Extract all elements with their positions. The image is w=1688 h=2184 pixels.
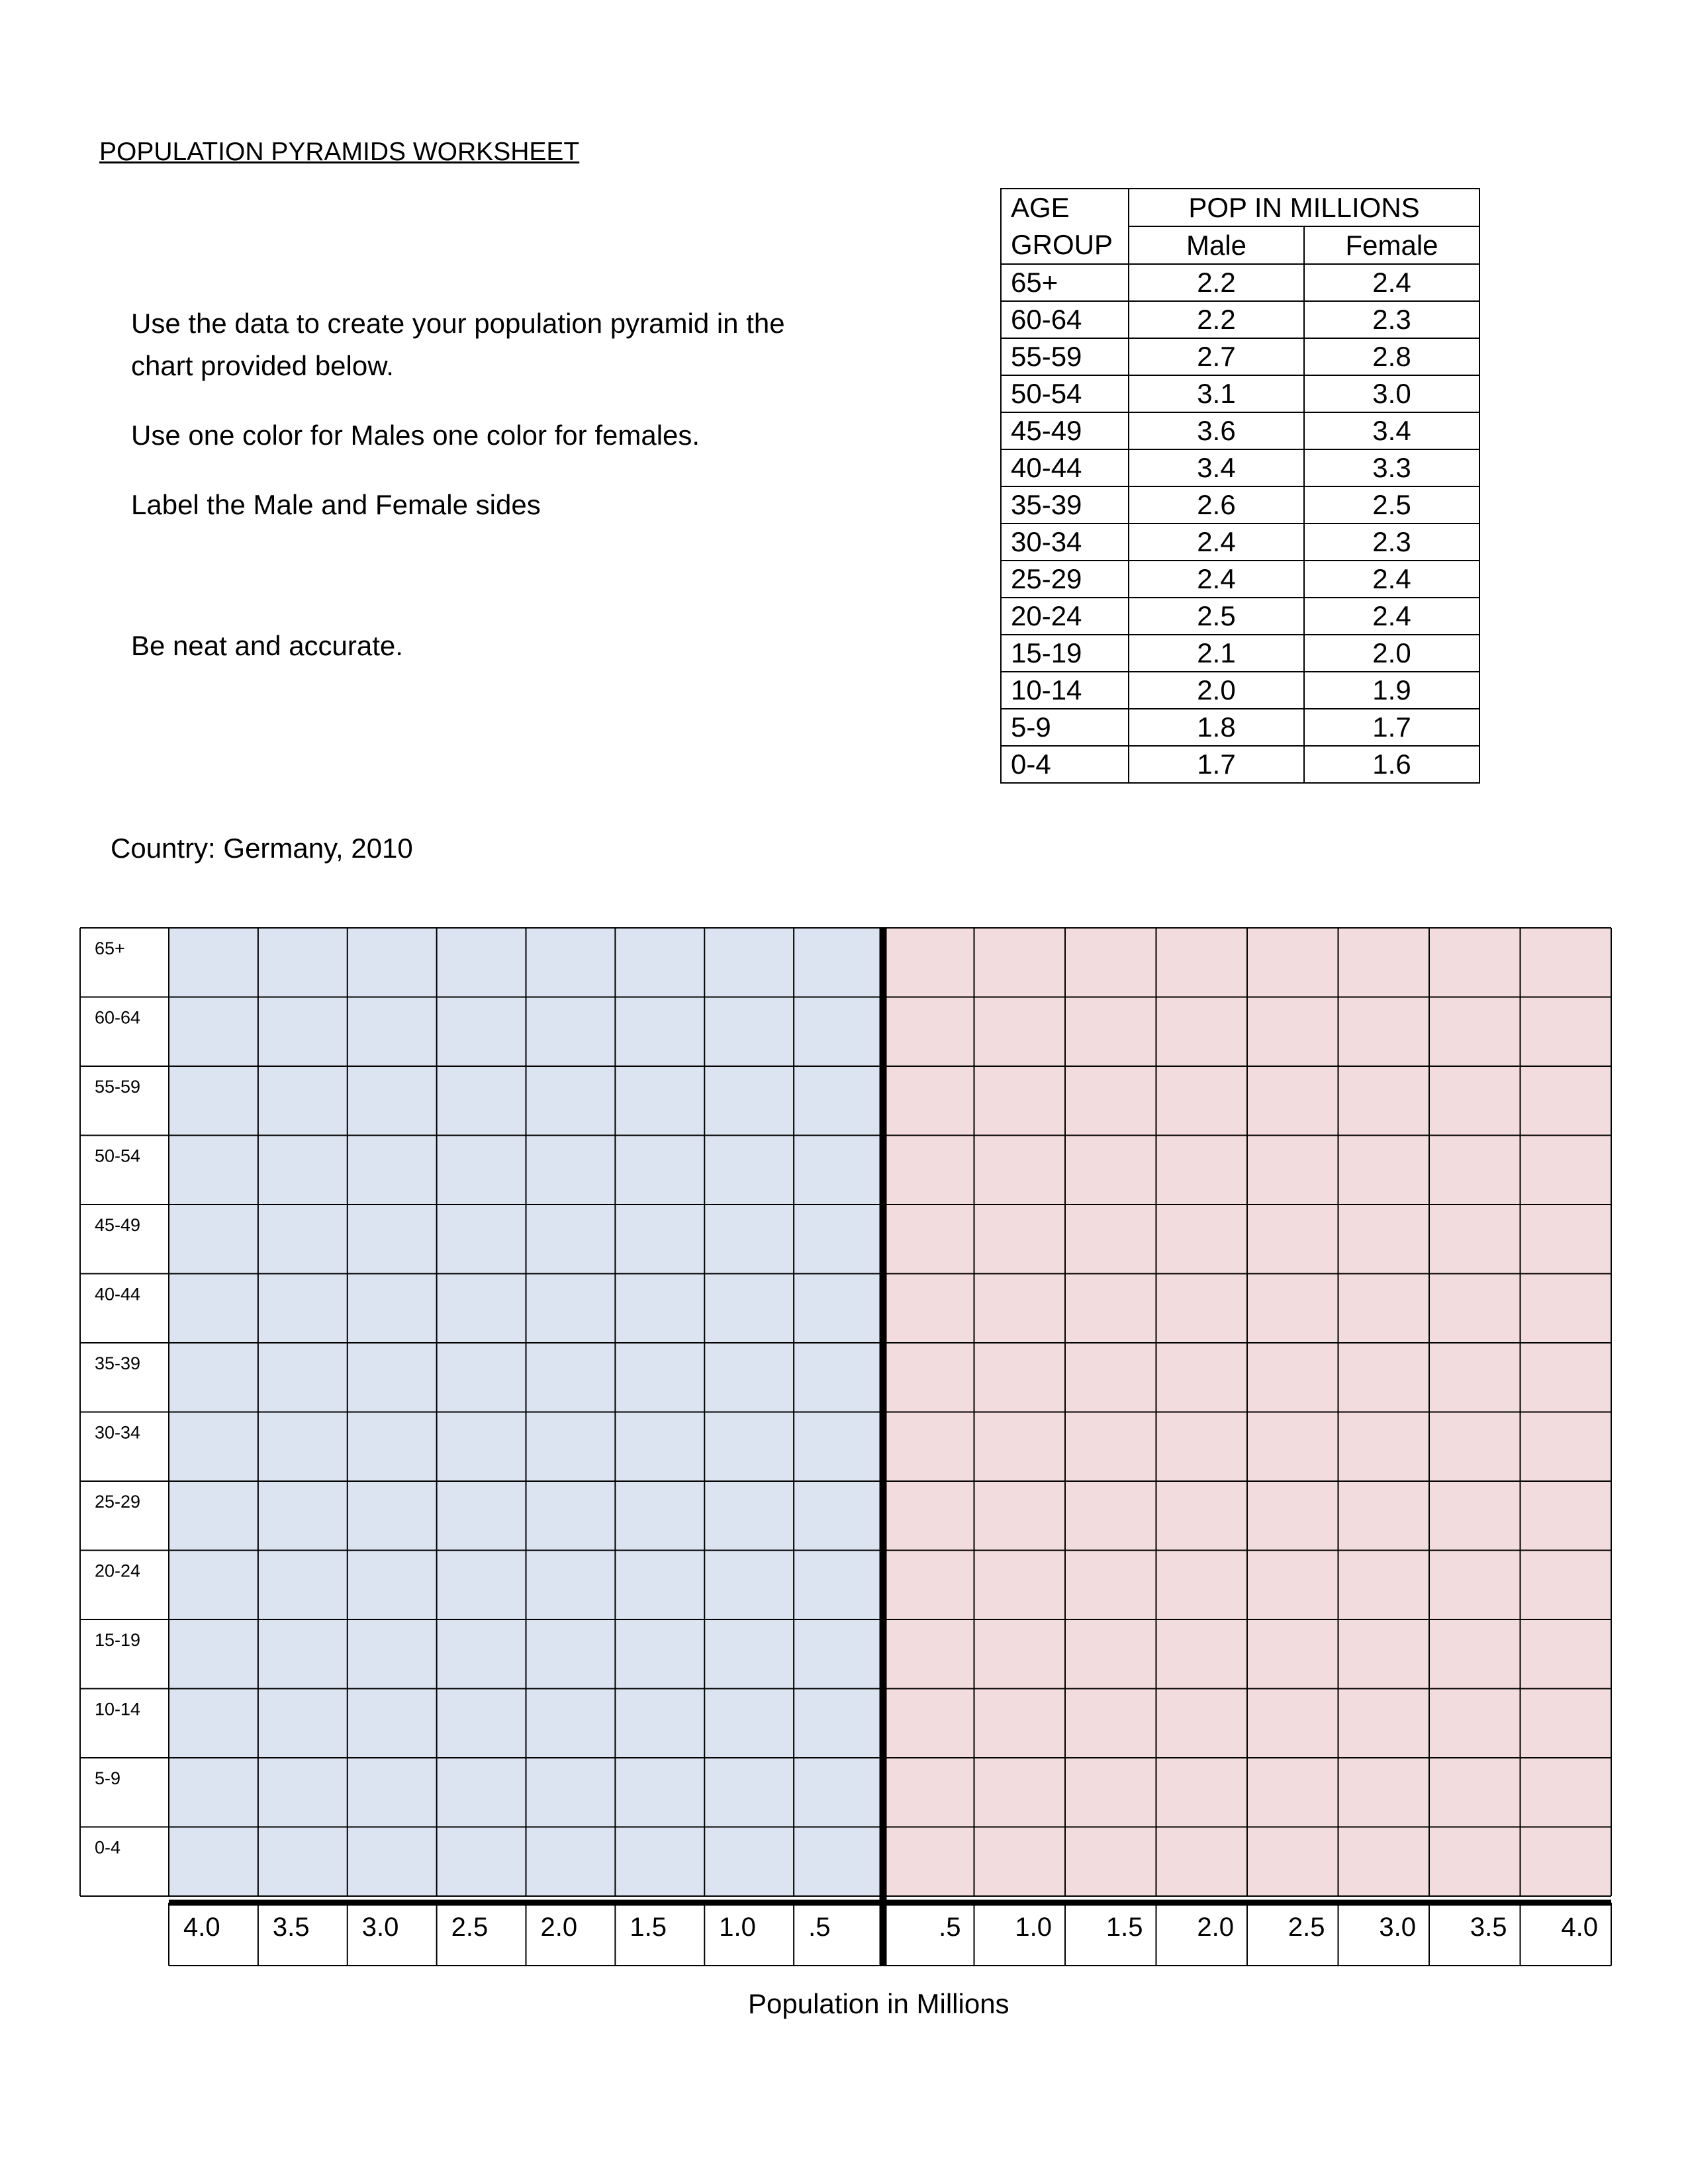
male-cell: 2.5 xyxy=(1129,598,1304,635)
female-tick-label: 3.0 xyxy=(1379,1913,1416,1942)
age-label: 25-29 xyxy=(95,1492,141,1512)
age-cell: 25-29 xyxy=(1001,561,1129,598)
age-label: 20-24 xyxy=(95,1561,141,1581)
male-cell: 2.7 xyxy=(1129,338,1304,375)
age-label: 50-54 xyxy=(95,1146,141,1166)
age-label: 35-39 xyxy=(95,1353,141,1373)
age-cell: 55-59 xyxy=(1001,338,1129,375)
female-tick-label: .5 xyxy=(939,1913,961,1942)
female-cell: 3.0 xyxy=(1304,375,1479,412)
age-cell: 50-54 xyxy=(1001,375,1129,412)
instruction-line-5: Be neat and accurate. xyxy=(131,630,403,661)
age-label: 5-9 xyxy=(95,1768,121,1788)
age-cell: 15-19 xyxy=(1001,635,1129,672)
age-cell: 40-44 xyxy=(1001,449,1129,486)
female-cell: 2.4 xyxy=(1304,598,1479,635)
country-label: Country: Germany, 2010 xyxy=(111,833,413,864)
female-cell: 2.5 xyxy=(1304,486,1479,523)
male-tick-label: 3.5 xyxy=(272,1913,310,1942)
male-cell: 1.8 xyxy=(1129,709,1304,746)
age-label: 65+ xyxy=(95,938,125,958)
male-cell: 2.4 xyxy=(1129,561,1304,598)
male-cell: 1.7 xyxy=(1129,746,1304,783)
age-label: 60-64 xyxy=(95,1007,141,1028)
age-cell: 30-34 xyxy=(1001,523,1129,561)
age-cell: 60-64 xyxy=(1001,301,1129,338)
female-cell: 2.4 xyxy=(1304,561,1479,598)
female-tick-label: 2.0 xyxy=(1197,1913,1234,1942)
female-cell: 1.6 xyxy=(1304,746,1479,783)
male-cell: 2.1 xyxy=(1129,635,1304,672)
age-header-line-2: GROUP xyxy=(1011,229,1113,260)
age-label: 10-14 xyxy=(95,1699,141,1719)
female-tick-label: 1.5 xyxy=(1105,1913,1143,1942)
male-tick-label: 3.0 xyxy=(361,1913,399,1942)
male-tick-label: 1.5 xyxy=(630,1913,667,1942)
age-label: 55-59 xyxy=(95,1077,141,1097)
male-cell: 2.6 xyxy=(1129,486,1304,523)
male-cell: 2.4 xyxy=(1129,523,1304,561)
female-cell: 2.0 xyxy=(1304,635,1479,672)
female-tick-label: 1.0 xyxy=(1015,1913,1052,1942)
female-cell: 1.7 xyxy=(1304,709,1479,746)
male-cell: 2.2 xyxy=(1129,264,1304,301)
male-tick-label: 2.5 xyxy=(451,1913,489,1942)
age-cell: 35-39 xyxy=(1001,486,1129,523)
male-tick-label: 2.0 xyxy=(540,1913,578,1942)
female-cell: 2.3 xyxy=(1304,301,1479,338)
age-cell: 45-49 xyxy=(1001,412,1129,449)
age-cell: 5-9 xyxy=(1001,709,1129,746)
instruction-line-3: Use one color for Males one color for females. xyxy=(131,420,700,451)
female-tick-label: 4.0 xyxy=(1561,1913,1598,1942)
age-label: 0-4 xyxy=(95,1837,121,1858)
male-header: Male xyxy=(1129,226,1304,264)
age-cell: 10-14 xyxy=(1001,672,1129,709)
male-tick-label: 1.0 xyxy=(719,1913,756,1942)
age-cell: 65+ xyxy=(1001,264,1129,301)
female-header: Female xyxy=(1304,226,1479,264)
female-cell: 3.4 xyxy=(1304,412,1479,449)
male-cell: 2.0 xyxy=(1129,672,1304,709)
female-cell: 2.4 xyxy=(1304,264,1479,301)
male-cell: 2.2 xyxy=(1129,301,1304,338)
age-header-line-1: AGE xyxy=(1011,192,1070,223)
female-cell: 3.3 xyxy=(1304,449,1479,486)
x-axis-title: Population in Millions xyxy=(748,1988,1009,2019)
male-cell: 3.4 xyxy=(1129,449,1304,486)
worksheet-title: POPULATION PYRAMIDS WORKSHEET xyxy=(99,138,580,166)
age-cell: 0-4 xyxy=(1001,746,1129,783)
instruction-line-1: Use the data to create your population pyramid in the xyxy=(131,308,785,339)
age-label: 15-19 xyxy=(95,1630,141,1650)
age-cell: 20-24 xyxy=(1001,598,1129,635)
male-tick-label: 4.0 xyxy=(183,1913,220,1942)
female-cell: 2.8 xyxy=(1304,338,1479,375)
instruction-line-4: Label the Male and Female sides xyxy=(131,489,541,520)
female-cell: 2.3 xyxy=(1304,523,1479,561)
female-cell: 1.9 xyxy=(1304,672,1479,709)
male-tick-label: .5 xyxy=(808,1913,831,1942)
female-tick-label: 2.5 xyxy=(1288,1913,1325,1942)
age-label: 40-44 xyxy=(95,1284,141,1304)
instruction-line-2: chart provided below. xyxy=(131,350,394,381)
age-label: 45-49 xyxy=(95,1215,141,1235)
male-cell: 3.1 xyxy=(1129,375,1304,412)
female-tick-label: 3.5 xyxy=(1470,1913,1507,1942)
age-label: 30-34 xyxy=(95,1422,141,1443)
male-cell: 3.6 xyxy=(1129,412,1304,449)
pop-in-millions-header: POP IN MILLIONS xyxy=(1129,189,1479,226)
